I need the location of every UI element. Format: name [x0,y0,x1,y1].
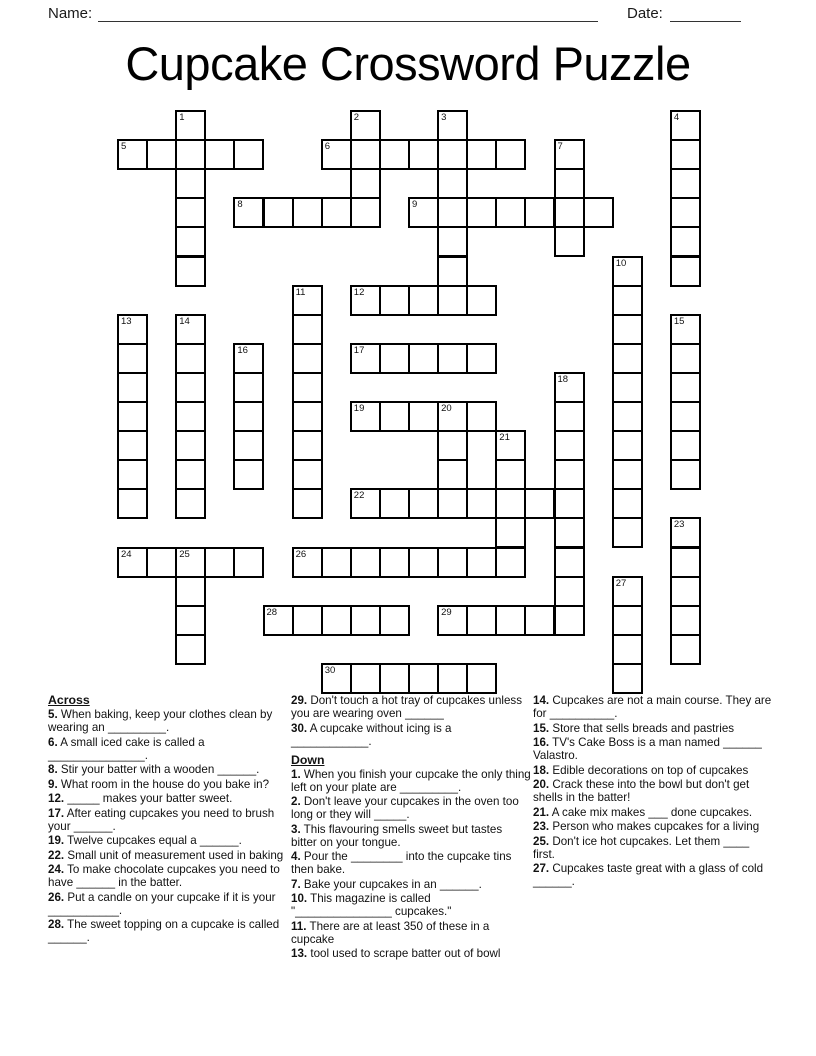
grid-cell-r9-c6[interactable] [292,372,323,403]
cell-number-16: 16 [237,344,248,356]
cell-number-17: 17 [353,344,365,356]
grid-cell-r7-c17[interactable] [612,314,643,345]
grid-cell-r9-c4[interactable] [233,372,264,403]
clue-down-16: 16. TV's Cake Boss is a man named ______ Valastro. [533,736,762,762]
grid-cell-r12-c2[interactable] [175,459,206,490]
clues-column-right [533,694,773,890]
page-title: Cupcake Crossword Puzzle [125,37,691,90]
grid-cell-r8-c19[interactable] [670,343,701,374]
across-heading: Across [48,693,90,707]
grid-cell-r11-c17[interactable] [612,430,643,461]
cell-number-24: 24 [121,548,132,560]
grid-cell-r13-c8[interactable] [350,488,381,519]
grid-cell-r1-c4[interactable] [233,139,264,170]
cell-number-1: 1 [179,112,185,123]
clue-down-10: 10. This magazine is called "_______________ cupcakes." [291,892,452,918]
grid-cell-r3-c15[interactable] [554,197,585,228]
grid-cell-r17-c2[interactable] [175,605,206,636]
clue-down-20: 20. Crack these into the bowl but don't get shells in the batter! [533,778,750,804]
grid-cell-r1-c10[interactable] [408,139,439,170]
grid-cell-r14-c13[interactable] [495,517,526,548]
grid-cell-r2-c8[interactable] [350,168,381,199]
grid-cell-r2-c15[interactable] [554,168,585,199]
grid-cell-r0-c11[interactable] [437,110,468,141]
grid-cell-r1-c12[interactable] [466,139,497,170]
grid-cell-r17-c17[interactable] [612,605,643,636]
grid-cell-r9-c0[interactable] [117,372,148,403]
cell-number-6: 6 [324,141,330,153]
clue-down-2: 2. Don't leave your cupcakes in the oven too long or they will _____. [291,795,519,821]
cell-number-12: 12 [353,286,365,298]
grid-cell-r19-c10[interactable] [408,663,439,694]
grid-cell-r14-c17[interactable] [612,517,643,548]
grid-cell-r17-c8[interactable] [350,605,381,636]
clue-down-21: 21. A cake mix makes ___ done cupcakes. [533,805,753,819]
cell-number-22: 22 [353,490,365,502]
grid-cell-r10-c9[interactable] [379,401,410,432]
grid-cell-r12-c11[interactable] [437,459,468,490]
grid-cell-r1-c19[interactable] [670,139,701,170]
grid-cell-r1-c8[interactable] [350,139,381,170]
grid-cell-r19-c17[interactable] [612,663,643,694]
clue-across-5: 5. When baking, keep your clothes clean by wearing an _________. [48,708,273,734]
grid-cell-r17-c14[interactable] [524,605,555,636]
grid-cell-r16-c17[interactable] [612,576,643,607]
grid-cell-r19-c11[interactable] [437,663,468,694]
grid-cell-r4-c2[interactable] [175,226,206,257]
grid-cell-r10-c4[interactable] [233,401,264,432]
clue-across-6: 6. A small iced cake is called a _______________. [48,735,205,762]
clue-across-28: 28. The sweet topping on a cupcake is called ______. [48,918,280,944]
grid-cell-r15-c19[interactable] [670,547,701,578]
grid-cell-r7-c0[interactable] [117,314,148,345]
grid-cell-r13-c15[interactable] [554,488,585,519]
grid-cell-r19-c8[interactable] [350,663,381,694]
grid-cell-r10-c19[interactable] [670,401,701,432]
grid-cell-r10-c8[interactable] [350,401,381,432]
clue-across-12: 12. _____ makes your batter sweet. [48,792,233,805]
grid-cell-r8-c10[interactable] [408,343,439,374]
grid-cell-r19-c9[interactable] [379,663,410,694]
grid-cell-r9-c15[interactable] [554,372,585,403]
clue-down-4: 4. Pour the ________ into the cupcake tins then bake. [291,850,512,876]
grid-cell-r13-c0[interactable] [117,488,148,519]
clue-down-7: 7. Bake your cupcakes in an ______. [291,877,482,891]
clue-down-27: 27. Cupcakes taste great with a glass of cold ______. [533,862,764,888]
grid-cell-r0-c19[interactable] [670,110,701,141]
grid-cell-r14-c15[interactable] [554,517,585,548]
grid-cell-r1-c11[interactable] [437,139,468,170]
clue-down-13: 13. tool used to scrape batter out of bowl [291,947,501,960]
grid-cell-r0-c8[interactable] [350,110,381,141]
grid-cell-r3-c13[interactable] [495,197,526,228]
grid-cell-r4-c19[interactable] [670,226,701,257]
cell-number-30: 30 [324,664,336,676]
grid-cell-r2-c2[interactable] [175,168,206,199]
grid-cell-r16-c15[interactable] [554,576,585,607]
cell-number-8: 8 [237,199,243,211]
grid-cell-r11-c0[interactable] [117,430,148,461]
grid-cell-r1-c1[interactable] [146,139,177,170]
grid-cell-r7-c2[interactable] [175,314,206,345]
clue-down-25: 25. Don't ice hot cupcakes. Let them ____ first. [533,834,750,861]
grid-cell-r13-c13[interactable] [495,488,526,519]
cell-number-7: 7 [557,141,563,153]
grid-cell-r11-c19[interactable] [670,430,701,461]
clue-across-19: 19. Twelve cupcakes equal a ______. [48,834,242,847]
name-label: Name: [48,5,93,22]
grid-cell-r15-c10[interactable] [408,547,439,578]
grid-cell-r12-c13[interactable] [495,459,526,490]
grid-cell-r8-c0[interactable] [117,343,148,374]
grid-cell-r6-c11[interactable] [437,285,468,316]
cell-number-25: 25 [179,548,190,560]
grid-cell-r17-c5[interactable] [263,605,294,636]
grid-cell-r10-c2[interactable] [175,401,206,432]
grid-cell-r3-c19[interactable] [670,197,701,228]
cell-number-14: 14 [179,315,190,327]
grid-cell-r1-c7[interactable] [321,139,352,170]
grid-cell-r17-c9[interactable] [379,605,410,636]
grid-cell-r1-c0[interactable] [117,139,148,170]
grid-cell-r11-c11[interactable] [437,430,468,461]
grid-cell-r15-c13[interactable] [495,547,526,578]
grid-cell-r16-c19[interactable] [670,576,701,607]
grid-cell-r15-c11[interactable] [437,547,468,578]
cell-number-20: 20 [441,403,452,414]
grid-cell-r3-c7[interactable] [321,197,352,228]
grid-cell-r15-c3[interactable] [204,547,235,578]
grid-cell-r10-c11[interactable] [437,401,468,432]
grid-cell-r1-c3[interactable] [204,139,235,170]
grid-cell-r6-c6[interactable] [292,285,323,316]
grid-cell-r11-c2[interactable] [175,430,206,461]
grid-cell-r17-c11[interactable] [437,605,468,636]
grid-cell-r6-c8[interactable] [350,285,381,316]
grid-cell-r18-c17[interactable] [612,634,643,665]
cell-number-23: 23 [673,519,685,531]
grid-cell-r17-c15[interactable] [554,605,585,636]
name-input-line[interactable] [98,21,598,22]
grid-cell-r1-c2[interactable] [175,139,206,170]
grid-cell-r13-c6[interactable] [292,488,323,519]
clues-column-left [48,694,292,946]
grid-cell-r15-c12[interactable] [466,547,497,578]
cell-number-26: 26 [295,548,307,560]
grid-cell-r7-c6[interactable] [292,314,323,345]
cell-number-27: 27 [615,577,627,589]
clue-down-1: 1. When you finish your cupcake the only thing left on your plate are _________. [291,767,531,794]
grid-cell-r3-c14[interactable] [524,197,555,228]
grid-cell-r1-c9[interactable] [379,139,410,170]
clue-across-24: 24. To make chocolate cupcakes you need to have ______ in the batter. [48,863,280,889]
grid-cell-r6-c10[interactable] [408,285,439,316]
grid-cell-r15-c9[interactable] [379,547,410,578]
grid-cell-r9-c19[interactable] [670,372,701,403]
grid-cell-r5-c17[interactable] [612,256,643,287]
grid-cell-r9-c2[interactable] [175,372,206,403]
clue-down-15: 15. Store that sells breads and pastries [533,721,735,735]
grid-cell-r5-c11[interactable] [437,256,468,287]
grid-cell-r3-c2[interactable] [175,197,206,228]
grid-cell-r15-c2[interactable] [175,547,206,578]
grid-cell-r3-c5[interactable] [263,197,294,228]
clue-down-18: 18. Edible decorations on top of cupcakes [533,763,749,777]
grid-cell-r7-c19[interactable] [670,314,701,345]
grid-cell-r3-c6[interactable] [292,197,323,228]
cell-number-11: 11 [295,286,306,298]
grid-cell-r13-c14[interactable] [524,488,555,519]
grid-cell-r3-c11[interactable] [437,197,468,228]
grid-cell-r12-c17[interactable] [612,459,643,490]
grid-cell-r18-c2[interactable] [175,634,206,665]
grid-cell-r15-c15[interactable] [554,547,585,578]
clues-column-middle [291,694,531,962]
grid-cell-r3-c16[interactable] [583,197,614,228]
grid-cell-r8-c9[interactable] [379,343,410,374]
grid-cell-r6-c17[interactable] [612,285,643,316]
cell-number-3: 3 [441,112,447,123]
grid-cell-r13-c12[interactable] [466,488,497,519]
grid-cell-r17-c19[interactable] [670,605,701,636]
grid-cell-r19-c7[interactable] [321,663,352,694]
grid-cell-r17-c12[interactable] [466,605,497,636]
grid-cell-r5-c19[interactable] [670,256,701,287]
grid-cell-r3-c4[interactable] [233,197,264,228]
grid-cell-r0-c2[interactable] [175,110,206,141]
grid-cell-r9-c17[interactable] [612,372,643,403]
grid-cell-r13-c11[interactable] [437,488,468,519]
cell-number-13: 13 [121,315,132,327]
grid-cell-r4-c15[interactable] [554,226,585,257]
grid-cell-r10-c15[interactable] [554,401,585,432]
grid-cell-r13-c9[interactable] [379,488,410,519]
grid-cell-r8-c8[interactable] [350,343,381,374]
grid-cell-r2-c19[interactable] [670,168,701,199]
grid-cell-r5-c2[interactable] [175,256,206,287]
clue-across-17: 17. After eating cupcakes you need to brush your ______. [48,806,275,833]
grid-cell-r17-c6[interactable] [292,605,323,636]
grid-cell-r17-c7[interactable] [321,605,352,636]
grid-cell-r3-c8[interactable] [350,197,381,228]
date-input-line[interactable] [670,21,741,22]
grid-cell-r15-c0[interactable] [117,547,148,578]
grid-cell-r1-c13[interactable] [495,139,526,170]
grid-cell-r15-c4[interactable] [233,547,264,578]
grid-cell-r12-c0[interactable] [117,459,148,490]
grid-cell-r12-c6[interactable] [292,459,323,490]
grid-cell-r15-c7[interactable] [321,547,352,578]
grid-cell-r4-c11[interactable] [437,226,468,257]
grid-cell-r8-c12[interactable] [466,343,497,374]
clue-across-9: 9. What room in the house do you bake in? [48,777,270,791]
grid-cell-r1-c15[interactable] [554,139,585,170]
grid-cell-r8-c4[interactable] [233,343,264,374]
cell-number-5: 5 [121,141,127,153]
grid-cell-r18-c19[interactable] [670,634,701,665]
clue-across-30: 30. A cupcake without icing is a ____________. [291,721,452,748]
clue-down-14: 14. Cupcakes are not a main course. They are for __________. [533,694,772,720]
grid-cell-r10-c10[interactable] [408,401,439,432]
grid-cell-r11-c13[interactable] [495,430,526,461]
clue-across-26: 26. Put a candle on your cupcake if it is your ___________. [48,890,276,917]
grid-cell-r6-c9[interactable] [379,285,410,316]
clue-down-3: 3. This flavouring smells sweet but tastes bitter on your tongue. [291,822,503,849]
grid-cell-r11-c4[interactable] [233,430,264,461]
clue-down-11: 11. There are at least 350 of these in a cupcake [291,919,490,946]
grid-cell-r10-c12[interactable] [466,401,497,432]
cell-number-19: 19 [353,403,365,414]
clue-across-8: 8. Stir your batter with a wooden ______. [48,763,260,776]
grid-cell-r11-c15[interactable] [554,430,585,461]
cell-number-4: 4 [673,112,680,123]
grid-cell-r8-c6[interactable] [292,343,323,374]
grid-cell-r3-c12[interactable] [466,197,497,228]
cell-number-10: 10 [615,257,627,269]
cell-number-9: 9 [412,199,418,211]
grid-cell-r8-c2[interactable] [175,343,206,374]
grid-cell-r19-c12[interactable] [466,663,497,694]
grid-cell-r13-c17[interactable] [612,488,643,519]
cell-number-18: 18 [557,373,569,385]
clue-across-22: 22. Small unit of measurement used in baking [48,848,284,862]
grid-cell-r2-c11[interactable] [437,168,468,199]
grid-cell-r11-c6[interactable] [292,430,323,461]
clue-across-29: 29. Don't touch a hot tray of cupcakes unless you are wearing oven ______ [291,694,523,720]
cell-number-28: 28 [266,606,278,618]
cell-number-2: 2 [353,112,360,123]
grid-cell-r12-c19[interactable] [670,459,701,490]
grid-cell-r3-c10[interactable] [408,197,439,228]
grid-cell-r12-c4[interactable] [233,459,264,490]
grid-cell-r16-c2[interactable] [175,576,206,607]
grid-cell-r13-c10[interactable] [408,488,439,519]
down-heading: Down [291,752,325,767]
grid-cell-r6-c12[interactable] [466,285,497,316]
cell-number-15: 15 [673,315,685,327]
grid-cell-r12-c15[interactable] [554,459,585,490]
clue-down-23: 23. Person who makes cupcakes for a living [533,820,760,833]
date-label: Date: [627,5,663,22]
grid-cell-r17-c13[interactable] [495,605,526,636]
cell-number-29: 29 [441,606,452,618]
grid-cell-r10-c17[interactable] [612,401,643,432]
grid-cell-r10-c0[interactable] [117,401,148,432]
grid-cell-r13-c2[interactable] [175,488,206,519]
grid-cell-r8-c17[interactable] [612,343,643,374]
grid-cell-r10-c6[interactable] [292,401,323,432]
grid-cell-r15-c8[interactable] [350,547,381,578]
grid-cell-r15-c1[interactable] [146,547,177,578]
grid-cell-r8-c11[interactable] [437,343,468,374]
grid-cell-r15-c6[interactable] [292,547,323,578]
cell-number-21: 21 [499,432,510,444]
grid-cell-r14-c19[interactable] [670,517,701,548]
